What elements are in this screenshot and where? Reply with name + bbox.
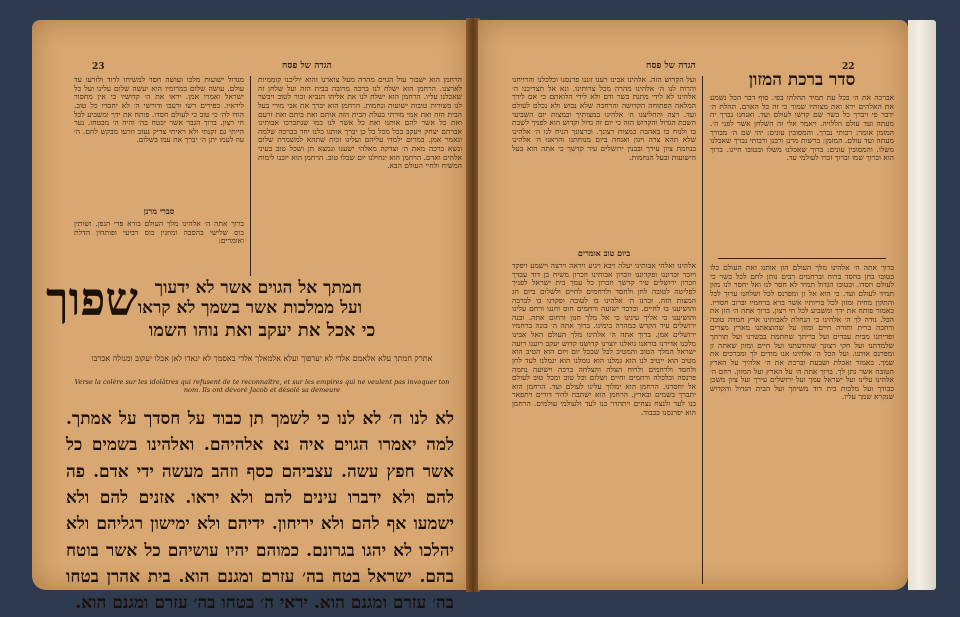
section-divider [718, 258, 886, 259]
left-page-column-right: הרחמן הוא ישבור עול הגוים מהרה מעל צוארנו והוא יוליכנו קוממיות לארצנו. הרחמן הוא ישלח לנו ברכה מרובה בבית הזה ועל שלחן זה שאכלנו עליו. הרחמן הוא ישלח לנו את אליהו הנביא זכור לטוב ויבשר לנו בשורות טובות ישועות ונחמות. הרחמן הוא יברך את אבי מורי בעל הבית הזה ואת אמי מורתי בעלת הבית הזה אותם ואת ביתם ואת זרעם ואת כל אשר להם אותנו ואת כל אשר לנו כמו שנתברכו אבותינו אברהם יצחק ויעקב בכל מכל כל כן יברך אותנו כלנו יחד בברכה שלמה ונאמר אמן. במרום ילמדו עליהם ועלינו זכות שתהא למשמרת שלום ונשא ברכה מאת ה׳ וצדקה מאלהי ישענו ונמצא חן ושכל טוב בעיני אלהים ואדם. הרחמן הוא ינחילנו יום שכלו טוב. הרחמן הוא יזכנו לימות המשיח ולחיי העולם הבא. [258, 75, 462, 171]
column-divider [702, 76, 703, 584]
right-page-column-right-main: ברוך אתה ה׳ אלהינו מלך העולם הזן אותנו ואת העולם כלו בטובו בחן בחסד ברוח וברחמים רבים נותן לחם לכל בשר כי לעולם חסדו. ובטובו הגדול תמיד לא חסר לנו ואל יחסר לנו מזון תמיד לעולם ועד. כי הוא אל זן ומפרנס לכל ושלחנו ערוך לכל והתקין מחיה ומזון לכל בריותיו אשר ברא ברחמיו וברוב חסדיו. כאמור פותח את ידך ומשביע לכל חי רצון. ברוך אתה ה׳ הזן את הכל. נודה לך ה׳ אלהינו כי הנחלת לאבותינו ארץ חמדה טובה ורחבה ברית ותורה חיים ומזון על שהוצאתנו מארץ מצרים ופדיתנו מבית עבדים ועל בריתך שחתמת בבשרנו ועל תורתך שלמדתנו ועל חקי רצונך שהודעתנו ועל חיים ומזון שאתה זן ומפרנס אותנו. ועל הכל ה׳ אלהינו אנו מודים לך ומברכים את שמך. כאמור ואכלת ושבעת וברכת את ה׳ אלהיך על הארץ הטובה אשר נתן לך. ברוך אתה ה׳ על הארץ ועל המזון. רחם ה׳ אלהינו עלינו ועל ישראל עמך ועל ירושלים עירך ועל ציון משכן כבודך ועל מלכות בית דוד משיחך ועל הבית הגדול והקדוש שנקרא שמך עליו. [710, 263, 894, 402]
savri-maranan-heading: סברי מרנן [143, 206, 175, 216]
shfokh-big-word: שפוך [46, 272, 138, 326]
right-page-header: הגדה של פסח [646, 61, 696, 71]
birkat-hamazon-title: סדר ברכת המזון [748, 70, 856, 90]
title-line-1: חמתך אל הגוים אשר לא ידעוך [154, 278, 362, 298]
left-page-column-left: מגדול ישועות מלכו ועושה חסד למשיחו לדוד ולזרעו עד עולם. עושה שלום במרומיו הוא יעשה שלום עלינו ועל כל ישראל ואמרו אמן. יראו את ה׳ קדושיו כי אין מחסור ליראיו. כפירים רשו ורעבו ודורשי ה׳ לא יחסרו כל טוב. הודו לה׳ כי טוב כי לעולם חסדו. פותח את ידך ומשביע לכל חי רצון. ברוך הגבר אשר יבטח בה׳ והיה ה׳ מבטחו. נער הייתי גם זקנתי ולא ראיתי צדיק נעזב וזרעו מבקש לחם. ה׳ עוז לעמו יתן ה׳ יברך את עמו בשלום. [74, 75, 244, 145]
left-page-number: 23 [92, 62, 105, 72]
right-page-column-left-top: ועל הקדוש הזה. אלהינו אבינו רענו זוננו פרנסנו וכלכלנו והרויחנו והרוח לנו ה׳ אלהינו מהרה מכל צרותינו. ונא אל תצריכנו ה׳ אלהינו לא לידי מתנת בשר ודם ולא לידי הלואתם כי אם לידך המלאה הפתוחה הקדושה והרחבה שלא נבוש ולא נכלם לעולם ועד. רצה והחליצנו ה׳ אלהינו במצותיך ובמצות יום השביעי השבת הגדול והקדוש הזה כי יום זה גדול וקדוש הוא לפניך לשבת בו ולנוח בו באהבה כמצות רצונך. וברצונך הניח לנו ה׳ אלהינו שלא תהא צרה ויגון ואנחה ביום מנוחתנו והראנו ה׳ אלהינו בנחמת ציון עירך ובבנין ירושלים עיר קדשך כי אתה הוא בעל הישועות ובעל הנחמות. [512, 75, 696, 162]
left-page-header: הגדה של פסח [282, 61, 332, 71]
right-page-number: 22 [842, 62, 855, 72]
right-page [478, 20, 908, 590]
title-line-3: כי אכל את יעקב ואת נוהו השמו [148, 320, 376, 341]
column-divider [250, 76, 251, 276]
title-line-2: ועל ממלכות אשר בשמך לא קראו [137, 298, 362, 318]
right-page-column-right-intro: אברכה את ה׳ בכל עת תמיד תהלתו בפי. סוף דבר הכל נשמע את האלהים ירא ואת מצותיו שמור כי זה כל האדם. תהלת ה׳ ידבר פי ויברך כל בשר שם קדשו לעולם ועד. ואנחנו נברך יה מעתה ועד עולם הללויה. ויאמר אלי זה השלחן אשר לפני ה׳. המזמן אומר: רבותי נברך. והמסובין עונים: יהי שם ה׳ מבורך מעתה ועד עולם. המזמן: ברשות מרנן ורבנן ורבותי נברך שאכלנו משלו. והמסובין עונים: ברוך שאכלנו משלו ובטובו חיינו. ברוך הוא וברוך שמו וברוך זכרו לעולמי עד. [710, 93, 894, 163]
lo-lanu-psalm-text: לא לנו ה׳ לא לנו כי לשמך תן כבוד על חסדך על אמתך. למה יאמרו הגוים איה נא אלהיהם. ואלהינו בשמים כל אשר חפץ עשה. עצביהם כסף וזהב מעשה ידי אדם. פה להם ולא ידברו עינים להם ולא יראו. אזנים להם ולא ישמעו אף להם ולא יריחון. ידיהם ולא ימישון רגליהם ולא יהלכו לא יהגו בגרונם. כמוהם יהיו עושיהם כל אשר בוטח בהם. ישראל בטח בה׳ עזרם ומגנם הוא. בית אהרן בטחו בה׳ עזרם ומגנם הוא. יראי ה׳ בטחו בה׳ עזרם ומגנם הוא. [66, 409, 454, 614]
judeo-arabic-translation: אתרק חמתך עלא אלאמם אלדי לא יערפוך ועלא אלמאלך אלדי באסמך לא ינאדו לאן אכלו יעקוב ומנזלה אכרבו [91, 354, 433, 363]
page-edges [908, 20, 936, 590]
blessing-text: ברוך אתה ה׳ אלהינו מלך העולם בורא פרי הגפן. ושותין כוס שלישי בהסבה ומוזגין כוס רביעי ופותחין הדלת ואומרים: [74, 219, 244, 246]
right-page-column-left-bottom: אלהינו ואלהי אבותינו יעלה ויבא ויגיע ויראה וירצה וישמע ויפקד ויזכר זכרוננו ופקדוננו וזכרון אבותינו וזכרון משיח בן דוד עבדך וזכרון ירושלים עיר קדשך וזכרון כל עמך בית ישראל לפניך לפליטה לטובה לחן ולחסד ולרחמים לחיים ולשלום ביום חג המצות הזה. זכרנו ה׳ אלהינו בו לטובה ופקדנו בו לברכה והושיענו בו לחיים. ובדבר ישועה ורחמים חוס וחננו ורחם עלינו והושיענו כי אליך עינינו כי אל מלך חנון ורחום אתה. ובנה ירושלים עיר הקדש במהרה בימינו. ברוך אתה ה׳ בונה ברחמיו ירושלים אמן. ברוך אתה ה׳ אלהינו מלך העולם האל אבינו מלכנו אדירנו בוראנו גואלנו יוצרנו קדושנו קדוש יעקב רוענו רועה ישראל המלך הטוב והמטיב לכל שבכל יום ויום הוא הטיב הוא מטיב הוא ייטיב לנו הוא גמלנו הוא גומלנו הוא יגמלנו לעד לחן ולחסד ולרחמים ולרוח הצלה והצלחה ברכה וישועה נחמה פרנסה וכלכלה ורחמים וחיים ושלום וכל טוב ומכל טוב לעולם אל יחסרנו. הרחמן הוא ימלוך עלינו לעולם ועד. הרחמן הוא יתברך בשמים ובארץ. הרחמן הוא ישתבח לדור דורים ויתפאר בנו לעד ולנצח נצחים ויתהדר בנו לעד ולעולמי עולמים. הרחמן הוא יפרנסנו בכבוד. [512, 261, 696, 417]
yom-tov-heading: ביום טוב אומרים [577, 248, 631, 258]
left-page [32, 20, 468, 614]
french-translation: Verse la colère sur les idolâtres qui refusent de te reconnaître, et sur les empires qui ne veulent pas invoquer ton nom. Ils ont dévoré Jacob et désolé sa demeure [74, 378, 450, 394]
